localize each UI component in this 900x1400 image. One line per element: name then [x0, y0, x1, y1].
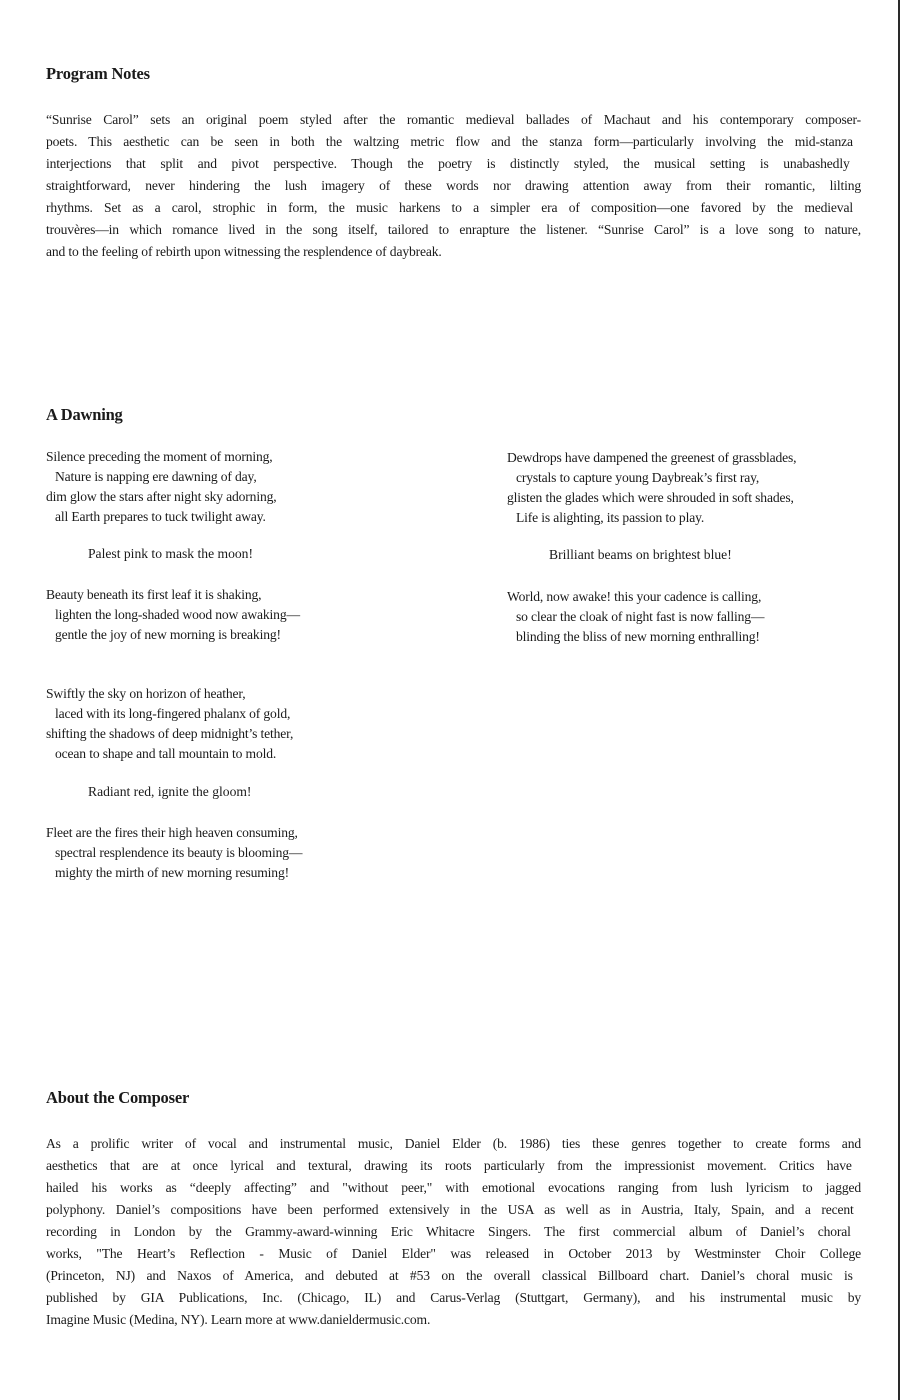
poem-line: all Earth prepares to tuck twilight away.	[55, 509, 266, 524]
poem-line: Silence preceding the moment of morning,	[46, 449, 273, 464]
poem-line: Nature is napping ere dawning of day,	[55, 469, 257, 484]
poem-right-refrain-1: Brilliant beams on brightest blue!	[549, 547, 732, 562]
about-composer-heading: About the Composer	[46, 1088, 190, 1107]
poem-line: glisten the glades which were shrouded in soft shades,	[507, 490, 794, 505]
text-line: poets. This aesthetic can be seen in both the waltzing metric flow and the stanza form—particularly involving the mid-stanza	[46, 134, 853, 149]
poem-left-refrain-1: Palest pink to mask the moon!	[88, 546, 253, 561]
poem-line: Dewdrops have dampened the greenest of grassblades,	[507, 450, 797, 465]
poem-line: blinding the bliss of new morning enthralling!	[516, 629, 760, 644]
poem-line: so clear the cloak of night fast is now falling—	[516, 609, 765, 624]
poem-line: Beauty beneath its first leaf it is shaking,	[46, 587, 262, 602]
text-line: aesthetics that are at once lyrical and textural, drawing its roots particularly from the impressionist movement. Critics have	[46, 1158, 852, 1173]
about-composer-body	[46, 1133, 861, 1331]
poem-line: mighty the mirth of new morning resuming!	[55, 865, 289, 880]
poem-line: laced with its long-fingered phalanx of gold,	[55, 706, 291, 721]
text-line: and to the feeling of rebirth upon witnessing the resplendence of daybreak.	[46, 244, 442, 259]
poem-title: A Dawning	[46, 405, 123, 424]
poem-line: Swiftly the sky on horizon of heather,	[46, 686, 246, 701]
poem-left-stanza-4	[46, 823, 302, 883]
poem-left-stanza-3	[46, 684, 293, 764]
poem-right-stanza-1	[507, 448, 796, 528]
text-line: interjections that split and pivot perspective. Though the poetry is distinctly styled, the musical setting is unabashedly	[46, 156, 850, 171]
poem-line: spectral resplendence its beauty is blooming—	[55, 845, 303, 860]
text-line: “Sunrise Carol” sets an original poem styled after the romantic medieval ballades of Machaut and his contemporary composer-	[46, 112, 861, 127]
poem-line: Life is alighting, its passion to play.	[516, 510, 705, 525]
poem-line: ocean to shape and tall mountain to mold.	[55, 746, 277, 761]
poem-line: crystals to capture young Daybreak’s first ray,	[516, 470, 760, 485]
poem-left-stanza-2	[46, 585, 300, 645]
text-line: rhythms. Set as a carol, strophic in form, the music harkens to a simpler era of composition—one favored by the medieval	[46, 200, 853, 215]
program-notes-heading: Program Notes	[46, 64, 150, 83]
text-line: Imagine Music (Medina, NY). Learn more at www.danieldermusic.com.	[46, 1312, 431, 1327]
poem-line: shifting the shadows of deep midnight’s tether,	[46, 726, 294, 741]
poem-right-stanza-2	[507, 587, 764, 647]
text-line: (Princeton, NJ) and Naxos of America, and debuted at #53 on the overall classical Billboard chart. Daniel’s choral music is	[46, 1268, 853, 1283]
program-notes-body	[46, 109, 861, 263]
text-line: trouvères—in which romance lived in the song itself, tailored to enrapture the listener. “Sunrise Carol” is a love song to nature,	[46, 222, 861, 237]
poem-line: gentle the joy of new morning is breaking!	[55, 627, 281, 642]
text-line: recording in London by the Grammy-award-winning Eric Whitacre Singers. The first commercial album of Daniel’s choral	[46, 1224, 851, 1239]
text-line: published by GIA Publications, Inc. (Chicago, IL) and Carus-Verlag (Stuttgart, Germany), and his instrumental music by	[46, 1290, 861, 1305]
poem-line: lighten the long-shaded wood now awaking—	[55, 607, 300, 622]
text-line: straightforward, never hindering the lush imagery of these words nor drawing attention away from their romantic, lilting	[46, 178, 861, 193]
poem-line: World, now awake! this your cadence is calling,	[507, 589, 762, 604]
poem-left-stanza-1	[46, 447, 277, 527]
text-line: As a prolific writer of vocal and instrumental music, Daniel Elder (b. 1986) ties these genres together to create forms and	[46, 1136, 861, 1151]
poem-line: Fleet are the fires their high heaven consuming,	[46, 825, 298, 840]
text-line: hailed his works as “deeply affecting” and "without peer," with emotional evocations ranging from lush lyricism to jagged	[46, 1180, 861, 1195]
text-line: polyphony. Daniel’s compositions have been performed extensively in the USA as well as in Austria, Italy, Spain, and a recent	[46, 1202, 854, 1217]
poem-line: dim glow the stars after night sky adorning,	[46, 489, 277, 504]
poem-left-refrain-2: Radiant red, ignite the gloom!	[88, 784, 252, 799]
text-line: works, "The Heart’s Reflection - Music of Daniel Elder" was released in October 2013 by Westminster Choir College	[46, 1246, 861, 1261]
